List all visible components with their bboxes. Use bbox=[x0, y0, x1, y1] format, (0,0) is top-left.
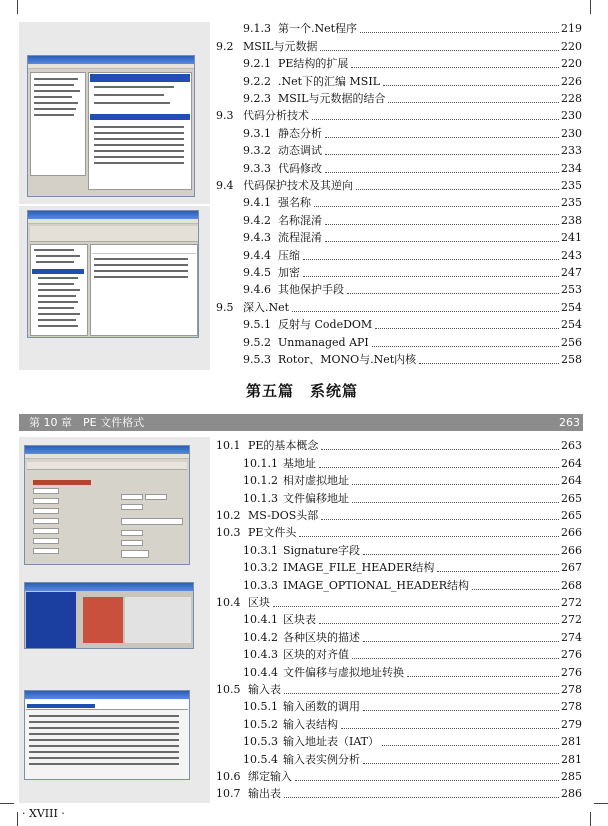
screenshot-thumbnail-stud-pe bbox=[19, 437, 210, 803]
chapter-page: 263 bbox=[559, 416, 580, 429]
toc-entry-number: 10.4.4 bbox=[243, 665, 278, 679]
toc-entry-title: 流程混淆 bbox=[278, 231, 322, 245]
toc-leader-dots bbox=[299, 536, 559, 537]
toc-entry-number: 10.1.1 bbox=[243, 456, 278, 470]
toc-entry-number: 9.3 bbox=[216, 109, 234, 123]
toc-entry[interactable] bbox=[243, 280, 582, 297]
toc-leader-dots bbox=[295, 780, 559, 781]
toc-entry-title: 区块 bbox=[248, 595, 270, 609]
crop-mark bbox=[590, 0, 591, 14]
toc-entry-page: 274 bbox=[561, 630, 582, 644]
toc-entry-page: 265 bbox=[561, 508, 582, 522]
toc-entry[interactable] bbox=[216, 506, 582, 523]
toc-leader-dots bbox=[320, 50, 559, 51]
toc-leader-dots bbox=[292, 311, 559, 312]
toc-leader-dots bbox=[352, 502, 559, 503]
toc-entry[interactable] bbox=[243, 575, 582, 592]
toc-entry[interactable] bbox=[243, 471, 582, 488]
toc-entry[interactable] bbox=[243, 193, 582, 210]
toc-entry[interactable] bbox=[243, 71, 582, 88]
toc-entry-number: 10.1.2 bbox=[243, 474, 278, 488]
toc-entry-page: 254 bbox=[561, 318, 582, 332]
toc-leader-dots bbox=[383, 85, 559, 86]
toc-entry-number: 10.4 bbox=[216, 595, 241, 609]
toc-entry-title: 强名称 bbox=[278, 196, 311, 210]
toc-entry-title: 反射与 CodeDOM bbox=[278, 318, 373, 332]
toc-entry-page: 267 bbox=[561, 561, 582, 575]
toc-leader-dots bbox=[325, 172, 559, 173]
toc-leader-dots bbox=[347, 293, 559, 294]
toc-leader-dots bbox=[352, 484, 559, 485]
toc-entry-number: 10.4.1 bbox=[243, 613, 278, 627]
toc-entry-page: 241 bbox=[561, 231, 582, 245]
toc-entry-number: 9.5 bbox=[216, 300, 234, 314]
toc-entry-page: 272 bbox=[561, 613, 582, 627]
toc-entry[interactable] bbox=[243, 732, 582, 749]
toc-entry-page: 276 bbox=[561, 648, 582, 662]
toc-leader-dots bbox=[372, 346, 559, 347]
toc-entry-page: 235 bbox=[561, 196, 582, 210]
toc-leader-dots bbox=[325, 224, 559, 225]
toc-entry-number: 10.3 bbox=[216, 526, 241, 540]
toc-entry-page: 253 bbox=[561, 283, 582, 297]
toc-leader-dots bbox=[303, 259, 559, 260]
toc-entry[interactable] bbox=[216, 784, 582, 801]
toc-entry[interactable] bbox=[243, 350, 582, 367]
toc-entry-page: 234 bbox=[561, 161, 582, 175]
toc-entry-title: 输入地址表（IAT） bbox=[283, 735, 380, 749]
toc-entry-title: 其他保护手段 bbox=[278, 283, 344, 297]
toc-entry-page: 233 bbox=[561, 144, 582, 158]
toc-leader-dots bbox=[303, 276, 559, 277]
toc-entry-title: 输入表实例分析 bbox=[283, 752, 360, 766]
toc-entry-number: 9.2 bbox=[216, 39, 234, 53]
toc-entry[interactable] bbox=[243, 662, 582, 679]
toc-leader-dots bbox=[363, 641, 559, 642]
toc-entry-number: 9.3.3 bbox=[243, 161, 271, 175]
toc-entry[interactable] bbox=[243, 54, 582, 71]
toc-leader-dots bbox=[419, 363, 559, 364]
toc-leader-dots bbox=[273, 606, 559, 607]
toc-leader-dots bbox=[388, 102, 559, 103]
toc-entry[interactable] bbox=[243, 714, 582, 731]
toc-entry-page: 254 bbox=[561, 300, 582, 314]
crop-mark bbox=[17, 812, 18, 826]
toc-entry[interactable] bbox=[216, 523, 582, 540]
toc-entry[interactable] bbox=[243, 123, 582, 140]
toc-entry-title: 区块的对齐值 bbox=[283, 648, 349, 662]
toc-entry-number: 9.2.1 bbox=[243, 57, 271, 71]
toc-entry-title: MS-DOS头部 bbox=[248, 508, 319, 522]
toc-entry-title: 第一个.Net程序 bbox=[278, 22, 358, 36]
toc-entry-title: MSIL与元数据 bbox=[243, 39, 318, 53]
toc-entry[interactable] bbox=[243, 645, 582, 662]
crop-mark bbox=[590, 812, 591, 826]
toc-entry[interactable] bbox=[243, 141, 582, 158]
toc-entry-title: 代码分析技术 bbox=[243, 109, 309, 123]
toc-leader-dots bbox=[319, 467, 559, 468]
toc-leader-dots bbox=[284, 693, 559, 694]
toc-entry-number: 10.5 bbox=[216, 682, 241, 696]
toc-entry[interactable] bbox=[243, 453, 582, 470]
toc-entry-number: 10.1 bbox=[216, 439, 241, 453]
toc-entry-page: 265 bbox=[561, 491, 582, 505]
toc-entry[interactable] bbox=[243, 315, 582, 332]
toc-entry-page: 278 bbox=[561, 682, 582, 696]
toc-leader-dots bbox=[437, 571, 559, 572]
toc-entry-title: 输入函数的调用 bbox=[283, 700, 360, 714]
toc-entry-title: .Net下的汇编 MSIL bbox=[278, 74, 380, 88]
toc-leader-dots bbox=[321, 519, 559, 520]
page-number: · XVIII · bbox=[22, 807, 65, 820]
toc-entry[interactable] bbox=[216, 106, 582, 123]
toc-entry-title: 文件偏移地址 bbox=[283, 491, 349, 505]
toc-entry-title: PE文件头 bbox=[248, 526, 297, 540]
toc-entry[interactable] bbox=[216, 436, 582, 453]
toc-entry-page: 279 bbox=[561, 717, 582, 731]
toc-entry-page: 268 bbox=[561, 578, 582, 592]
toc-entry-number: 9.5.2 bbox=[243, 335, 271, 349]
toc-entry-page: 264 bbox=[561, 474, 582, 488]
toc-leader-dots bbox=[319, 623, 559, 624]
toc-entry-title: 输入表 bbox=[248, 682, 281, 696]
toc-entry-number: 9.3.2 bbox=[243, 144, 271, 158]
toc-entry-number: 10.4.3 bbox=[243, 648, 278, 662]
toc-entry-title: Unmanaged API bbox=[278, 335, 369, 349]
toc-entry-number: 10.3.1 bbox=[243, 543, 278, 557]
toc-entry-number: 9.4.5 bbox=[243, 265, 271, 279]
toc-entry-number: 9.5.1 bbox=[243, 318, 271, 332]
toc-leader-dots bbox=[363, 554, 559, 555]
toc-entry-page: 285 bbox=[561, 769, 582, 783]
toc-entry-number: 10.7 bbox=[216, 787, 241, 801]
toc-entry-number: 10.1.3 bbox=[243, 491, 278, 505]
toc-entry-number: 9.5.3 bbox=[243, 352, 271, 366]
toc-entry-title: IMAGE_OPTIONAL_HEADER结构 bbox=[283, 578, 470, 592]
screenshot-thumbnail-olly bbox=[19, 22, 210, 204]
toc-entry[interactable] bbox=[243, 210, 582, 227]
toc-leader-dots bbox=[356, 189, 559, 190]
toc-entry[interactable] bbox=[216, 36, 582, 53]
toc-entry-title: 输出表 bbox=[248, 787, 281, 801]
toc-entry-number: 9.4.6 bbox=[243, 283, 271, 297]
toc-leader-dots bbox=[321, 449, 559, 450]
toc-entry-title: 静态分析 bbox=[278, 126, 322, 140]
part-title: 第五篇 系统篇 bbox=[246, 382, 359, 400]
toc-entry-page: 247 bbox=[561, 265, 582, 279]
toc-entry[interactable] bbox=[216, 297, 582, 314]
toc-entry-page: 266 bbox=[561, 526, 582, 540]
toc-leader-dots bbox=[325, 241, 559, 242]
toc-entry-number: 10.5.2 bbox=[243, 717, 278, 731]
toc-entry-title: Signature字段 bbox=[283, 543, 361, 557]
toc-leader-dots bbox=[363, 710, 559, 711]
toc-entry-title: 代码修改 bbox=[278, 161, 322, 175]
toc-entry-title: 名称混淆 bbox=[278, 213, 322, 227]
crop-mark bbox=[17, 0, 18, 14]
toc-entry[interactable] bbox=[216, 176, 582, 193]
toc-entry-page: 258 bbox=[561, 352, 582, 366]
toc-entry[interactable] bbox=[216, 593, 582, 610]
toc-entry-page: 228 bbox=[561, 91, 582, 105]
crop-mark bbox=[0, 803, 14, 804]
chapter-label: 第 10 章 PE 文件格式 bbox=[29, 416, 145, 429]
toc-leader-dots bbox=[312, 119, 559, 120]
toc-entry[interactable] bbox=[243, 245, 582, 262]
toc-entry[interactable] bbox=[243, 627, 582, 644]
toc-entry-number: 9.3.1 bbox=[243, 126, 271, 140]
toc-entry[interactable] bbox=[243, 558, 582, 575]
toc-entry[interactable] bbox=[243, 19, 582, 36]
toc-entry-title: 绑定输入 bbox=[248, 769, 292, 783]
toc-entry-page: 272 bbox=[561, 595, 582, 609]
toc-entry-page: 220 bbox=[561, 39, 582, 53]
toc-entry-page: 264 bbox=[561, 456, 582, 470]
toc-entry-number: 9.4.1 bbox=[243, 196, 271, 210]
toc-entry-number: 10.4.2 bbox=[243, 630, 278, 644]
toc-entry-title: 输入表结构 bbox=[283, 717, 338, 731]
toc-entry-number: 10.6 bbox=[216, 769, 241, 783]
toc-leader-dots bbox=[351, 67, 559, 68]
toc-entry-title: PE的基本概念 bbox=[248, 439, 319, 453]
toc-leader-dots bbox=[341, 728, 559, 729]
toc-entry[interactable] bbox=[243, 488, 582, 505]
toc-entry[interactable] bbox=[243, 332, 582, 349]
toc-leader-dots bbox=[325, 154, 559, 155]
toc-leader-dots bbox=[360, 32, 559, 33]
toc-entry-title: MSIL与元数据的结合 bbox=[278, 91, 386, 105]
toc-entry-number: 10.2 bbox=[216, 508, 241, 522]
toc-entry-number: 9.4 bbox=[216, 178, 234, 192]
toc-entry[interactable] bbox=[243, 158, 582, 175]
toc-entry-number: 10.3.2 bbox=[243, 561, 278, 575]
toc-entry-page: 281 bbox=[561, 752, 582, 766]
toc-leader-dots bbox=[375, 328, 559, 329]
toc-entry-title: 区块表 bbox=[283, 613, 316, 627]
toc-entry-page: 226 bbox=[561, 74, 582, 88]
toc-entry[interactable] bbox=[243, 749, 582, 766]
toc-entry-page: 235 bbox=[561, 178, 582, 192]
toc-leader-dots bbox=[314, 206, 559, 207]
toc-leader-dots bbox=[472, 589, 559, 590]
toc-entry[interactable] bbox=[216, 680, 582, 697]
toc-leader-dots bbox=[407, 676, 559, 677]
toc-entry-title: 各种区块的描述 bbox=[283, 630, 360, 644]
toc-entry-title: 深入.Net bbox=[243, 300, 290, 314]
toc-leader-dots bbox=[363, 763, 559, 764]
toc-entry-number: 9.4.4 bbox=[243, 248, 271, 262]
toc-leader-dots bbox=[382, 745, 559, 746]
toc-entry-title: 加密 bbox=[278, 265, 300, 279]
toc-entry-title: Rotor、MONO与.Net内核 bbox=[278, 352, 417, 366]
toc-entry-number: 9.4.2 bbox=[243, 213, 271, 227]
toc-entry-title: 压缩 bbox=[278, 248, 300, 262]
toc-entry-page: 219 bbox=[561, 22, 582, 36]
toc-entry-page: 278 bbox=[561, 700, 582, 714]
toc-entry[interactable] bbox=[243, 540, 582, 557]
toc-entry-title: PE结构的扩展 bbox=[278, 57, 349, 71]
toc-entry-number: 9.2.3 bbox=[243, 91, 271, 105]
toc-entry-page: 220 bbox=[561, 57, 582, 71]
toc-entry-title: 文件偏移与虚拟地址转换 bbox=[283, 665, 404, 679]
toc-entry-page: 230 bbox=[561, 126, 582, 140]
toc-entry[interactable] bbox=[243, 263, 582, 280]
toc-entry-page: 230 bbox=[561, 109, 582, 123]
toc-leader-dots bbox=[284, 797, 559, 798]
toc-entry-page: 238 bbox=[561, 213, 582, 227]
toc-entry-title: 基地址 bbox=[283, 456, 316, 470]
toc-entry-page: 281 bbox=[561, 735, 582, 749]
toc-entry-page: 286 bbox=[561, 787, 582, 801]
toc-entry-number: 9.2.2 bbox=[243, 74, 271, 88]
toc-entry-number: 9.1.3 bbox=[243, 22, 271, 36]
crop-mark bbox=[594, 803, 608, 804]
toc-entry-page: 266 bbox=[561, 543, 582, 557]
toc-leader-dots bbox=[325, 137, 559, 138]
toc-leader-dots bbox=[352, 658, 559, 659]
toc-entry-number: 9.4.3 bbox=[243, 231, 271, 245]
toc-entry[interactable] bbox=[243, 89, 582, 106]
toc-entry-title: 动态调试 bbox=[278, 144, 322, 158]
toc-entry-page: 263 bbox=[561, 439, 582, 453]
toc-entry[interactable] bbox=[243, 610, 582, 627]
toc-entry-number: 10.5.1 bbox=[243, 700, 278, 714]
toc-entry-title: 代码保护技术及其逆向 bbox=[243, 178, 353, 192]
toc-entry-number: 10.5.3 bbox=[243, 735, 278, 749]
toc-entry[interactable] bbox=[243, 228, 582, 245]
toc-entry-title: 相对虚拟地址 bbox=[283, 474, 349, 488]
toc-entry-number: 10.5.4 bbox=[243, 752, 278, 766]
toc-entry[interactable] bbox=[216, 767, 582, 784]
toc-entry-page: 243 bbox=[561, 248, 582, 262]
chapter-heading[interactable] bbox=[19, 414, 583, 431]
toc-entry-title: IMAGE_FILE_HEADER结构 bbox=[283, 561, 435, 575]
toc-entry-number: 10.3.3 bbox=[243, 578, 278, 592]
screenshot-thumbnail-registry bbox=[19, 206, 210, 370]
toc-entry[interactable] bbox=[243, 697, 582, 714]
toc-entry-page: 256 bbox=[561, 335, 582, 349]
toc-entry-page: 276 bbox=[561, 665, 582, 679]
